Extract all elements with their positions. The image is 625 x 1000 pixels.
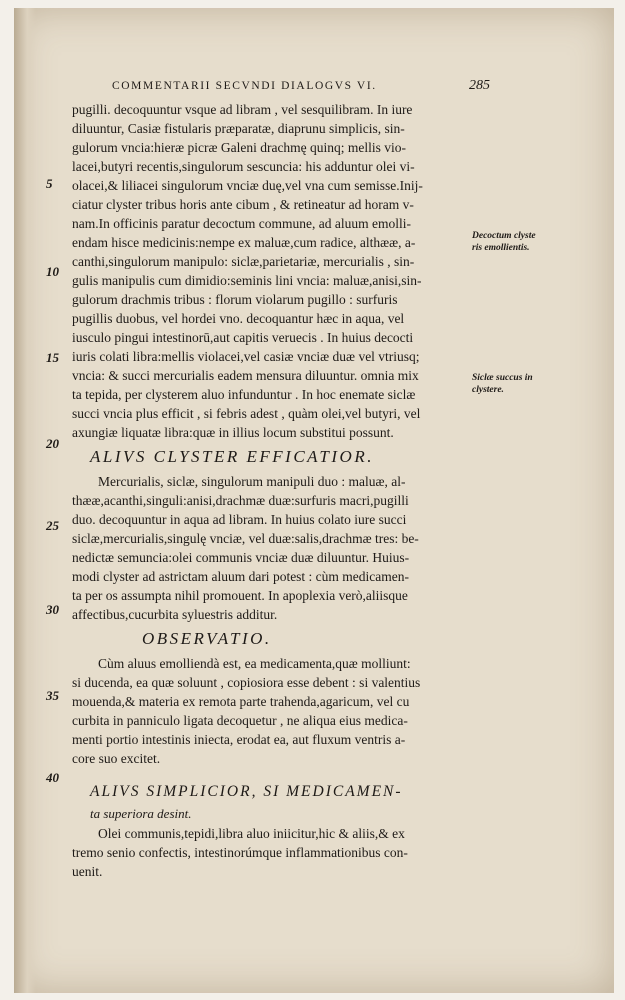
line-number: 30 xyxy=(46,602,59,617)
line-number: 35 xyxy=(46,688,59,703)
line-number: 40 xyxy=(46,770,59,785)
text-line: ciatur clyster tribus horis ante cibum , & retineatur ad horam v- xyxy=(72,197,414,212)
margin-note-line: clystere. xyxy=(472,385,504,395)
text-line: Mercurialis, siclæ, singulorum manipuli duo : maluæ, al- xyxy=(98,474,406,489)
text-line: iusculo pingui intestinorū,aut capitis veruecis . In huius decocti xyxy=(72,330,414,345)
text-line: gulorum drachmis tribus : florum violarum pugillo : surfuris xyxy=(72,292,398,307)
text-line: ta tepida, per clysterem aluo infunduntur . In hoc enemate siclæ xyxy=(72,387,416,402)
text-line: nedictæ semuncia:olei communis vnciæ duæ diluuntur. Huius- xyxy=(72,550,410,565)
line-number: 20 xyxy=(46,436,59,451)
text-line: core suo excitet. xyxy=(72,751,161,766)
line-number: 10 xyxy=(46,264,59,279)
margin-note-line: Siclæ succus in xyxy=(472,373,533,383)
text-line: thææ,acanthi,singuli:anisi,drachmæ duæ:surfuris macri,pugilli xyxy=(72,493,409,508)
text-line: diluuntur, Casiæ fistularis præparatæ, diaprunu simplicis, sin- xyxy=(72,121,405,136)
section-heading: OBSERVATIO. xyxy=(142,629,272,648)
spacer xyxy=(72,768,464,780)
page-spine-shadow xyxy=(14,8,36,993)
line-number: 15 xyxy=(46,350,59,365)
margin-note-siclae xyxy=(472,372,592,396)
text-line: vncia: & succi mercurialis eadem mensura diluuntur. omnia mix xyxy=(72,368,419,383)
margin-note-line: ris emollientis. xyxy=(472,243,530,253)
margin-note-line: Decoctum clyste xyxy=(472,231,536,241)
folio-number: 285 xyxy=(469,78,490,93)
text-line: olacei,& liliacei singulorum vnciæ duę,vel vna cum semisse.Inij- xyxy=(72,178,423,193)
running-title: COMMENTARII SECVNDI DIALOGVS VI. xyxy=(112,80,377,92)
text-line: canthi,singulorum manipulo: siclæ,parietariæ, mercurialis , sin- xyxy=(72,254,415,269)
text-line: menti portio intestinis iniecta, erodat ea, aut fluxum ventris a- xyxy=(72,732,406,747)
section-heading: ALIVS SIMPLICIOR, SI MEDICAMEN- xyxy=(90,783,403,800)
text-line: duo. decoquuntur in aqua ad libram. In huius colato iure succi xyxy=(72,512,407,527)
text-line: iuris colati libra:mellis violacei,vel casiæ vnciæ duæ vel vtriusq; xyxy=(72,349,420,364)
text-line: tremo senio confectis, intestinorúmque inflammationibus con- xyxy=(72,845,408,860)
section-heading: ALIVS CLYSTER EFFICATIOR. xyxy=(90,447,374,466)
text-line: nam.In officinis paratur decoctum commune, ad aluum emolli- xyxy=(72,216,412,231)
text-line: mouenda,& materia ex remota parte trahenda,agaricum, vel cu xyxy=(72,694,410,709)
text-line: succi vncia plus efficit , si febris adest , quàm olei,vel butyri, vel xyxy=(72,406,421,421)
margin-note-decoctum xyxy=(472,230,592,254)
text-line: curbita in panniculo ligata decoquetur , ne aliqua eius medica- xyxy=(72,713,408,728)
text-line: lacei,butyri recentis,singulorum sescuncia: his adduntur olei vi- xyxy=(72,159,415,174)
text-line: axungiæ liquatæ libra:quæ in illius locum substitui possunt. xyxy=(72,425,394,440)
text-line: gulorum vncia:hieræ picræ Galeni drachmę quinq; mellis vio- xyxy=(72,140,407,155)
text-line: modi clyster ad astrictam aluum dari potest : cùm medicamen- xyxy=(72,569,410,584)
text-line: si ducenda, ea quæ soluunt , copiosiora esse debent : si valentius xyxy=(72,675,421,690)
section-subheading: ta superiora desint. xyxy=(90,806,192,821)
text-line: siclæ,mercurialis,singulę vnciæ, vel duæ:salis,drachmæ tres: be- xyxy=(72,531,419,546)
line-number: 25 xyxy=(46,518,59,533)
running-header xyxy=(112,78,490,94)
text-line: Cùm aluus emolliendà est, ea medicamenta,quæ molliunt: xyxy=(98,656,411,671)
text-line: Olei communis,tepidi,libra aluo iniicitur,hic & aliis,& ex xyxy=(98,826,405,841)
text-line: gulis manipulis cum dimidio:seminis lini vncia: maluæ,anisi,sin- xyxy=(72,273,422,288)
text-line: pugilli. decoquuntur vsque ad libram , vel sesquilibram. In iure xyxy=(72,102,413,117)
text-line: affectibus,cucurbita syluestris additur. xyxy=(72,607,278,622)
text-line: endam hisce medicinis:nempe ex maluæ,cum radice, althææ, a- xyxy=(72,235,416,250)
text-line: uenit. xyxy=(72,864,103,879)
page-body xyxy=(72,100,464,881)
line-number: 5 xyxy=(46,176,53,191)
text-line: pugillis duobus, vel hordei vno. decoquantur hæc in aqua, vel xyxy=(72,311,405,326)
text-line: ta per os assumpta nihil promouent. In apoplexia verò,aliisque xyxy=(72,588,408,603)
